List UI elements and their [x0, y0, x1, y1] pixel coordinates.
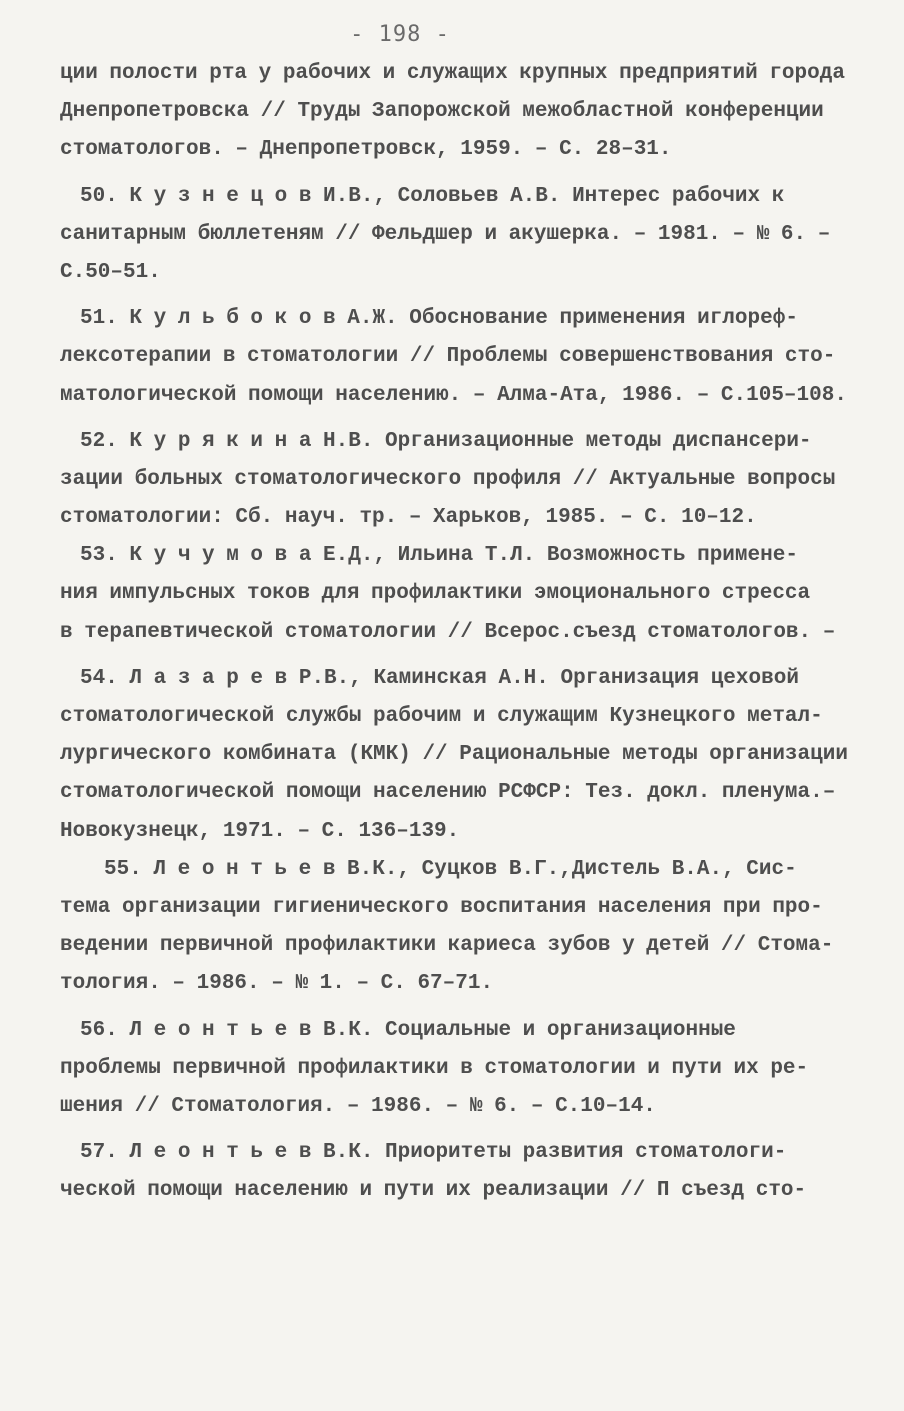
bibliography-list — [60, 55, 870, 1210]
entry-line: проблемы первичной профилактики в стоматологии и пути их ре- — [60, 1056, 809, 1080]
list-item — [60, 1012, 870, 1127]
entry-line: ведении первичной профилактики кариеса зубов у детей // Стома- — [60, 934, 834, 958]
entry-line: 57. Л е о н т ь е в В.К. Приоритеты развития стоматологи- — [80, 1141, 787, 1165]
entry-line: зации больных стоматологического профиля // Актуальные вопросы — [60, 467, 836, 491]
list-item — [60, 851, 870, 1004]
entry-line: в терапевтической стоматологии // Всерос.съезд стоматологов. – — [60, 620, 836, 644]
list-item — [60, 55, 870, 170]
entry-line: стоматологов. – Днепропетровск, 1959. – С. 28–31. — [60, 138, 672, 162]
entry-line: лургического комбината (КМК) // Рациональные методы организации — [60, 743, 848, 767]
list-item — [60, 300, 870, 415]
entry-line: шения // Стоматология. – 1986. – № 6. – С.10–14. — [60, 1094, 656, 1118]
list-item — [60, 537, 870, 652]
entry-line: тология. – 1986. – № 1. – С. 67–71. — [60, 972, 494, 996]
entry-line: стоматологии: Сб. науч. тр. – Харьков, 1985. – С. 10–12. — [60, 506, 757, 530]
entry-line: стоматологической помощи населению РСФСР: Тез. докл. пленума.– — [60, 781, 836, 805]
entry-line: Новокузнецк, 1971. – С. 136–139. — [60, 819, 460, 843]
entry-line: 55. Л е о н т ь е в В.К., Суцков В.Г.,Дистель В.А., Сис- — [104, 857, 797, 881]
entry-line: ческой помощи населению и пути их реализации // П съезд сто- — [60, 1179, 807, 1203]
entry-line: санитарным бюллетеням // Фельдшер и акушерка. – 1981. – № 6. – — [60, 222, 831, 246]
entry-line: ции полости рта у рабочих и служащих крупных предприятий города — [60, 62, 845, 85]
entry-line: 53. К у ч у м о в а Е.Д., Ильина Т.Л. Возможность примене- — [80, 544, 798, 568]
list-item — [60, 423, 870, 538]
entry-line: матологической помощи населению. – Алма-Ата, 1986. – С.105–108. — [60, 383, 847, 407]
entry-line: стоматологической службы рабочим и служащим Кузнецкого метал- — [60, 705, 823, 728]
entry-line: С.50–51. — [60, 260, 161, 284]
entry-line: ния импульсных токов для профилактики эмоционального стресса — [60, 582, 811, 606]
entry-line: тема организации гигиенического воспитания населения при про- — [60, 895, 823, 919]
list-item — [60, 178, 870, 293]
entry-line: 51. К у л ь б о к о в А.Ж. Обоснование применения иглореф- — [80, 307, 798, 331]
list-item — [60, 660, 870, 851]
page-number: - 198 - — [350, 22, 450, 47]
entry-line: Днепропетровска // Труды Запорожской межобластной конференции — [60, 100, 824, 124]
entry-line: лексотерапии в стоматологии // Проблемы совершенствования сто- — [60, 345, 836, 369]
entry-line: 56. Л е о н т ь е в В.К. Социальные и организационные — [80, 1018, 736, 1042]
list-item — [60, 1134, 870, 1210]
entry-line: 50. К у з н е ц о в И.В., Соловьев А.В. Интерес рабочих к — [80, 184, 785, 208]
entry-line: 54. Л а з а р е в Р.В., Каминская А.Н. Организация цеховой — [80, 666, 799, 690]
entry-line: 52. К у р я к и н а Н.В. Организационные методы диспансери- — [80, 429, 812, 453]
